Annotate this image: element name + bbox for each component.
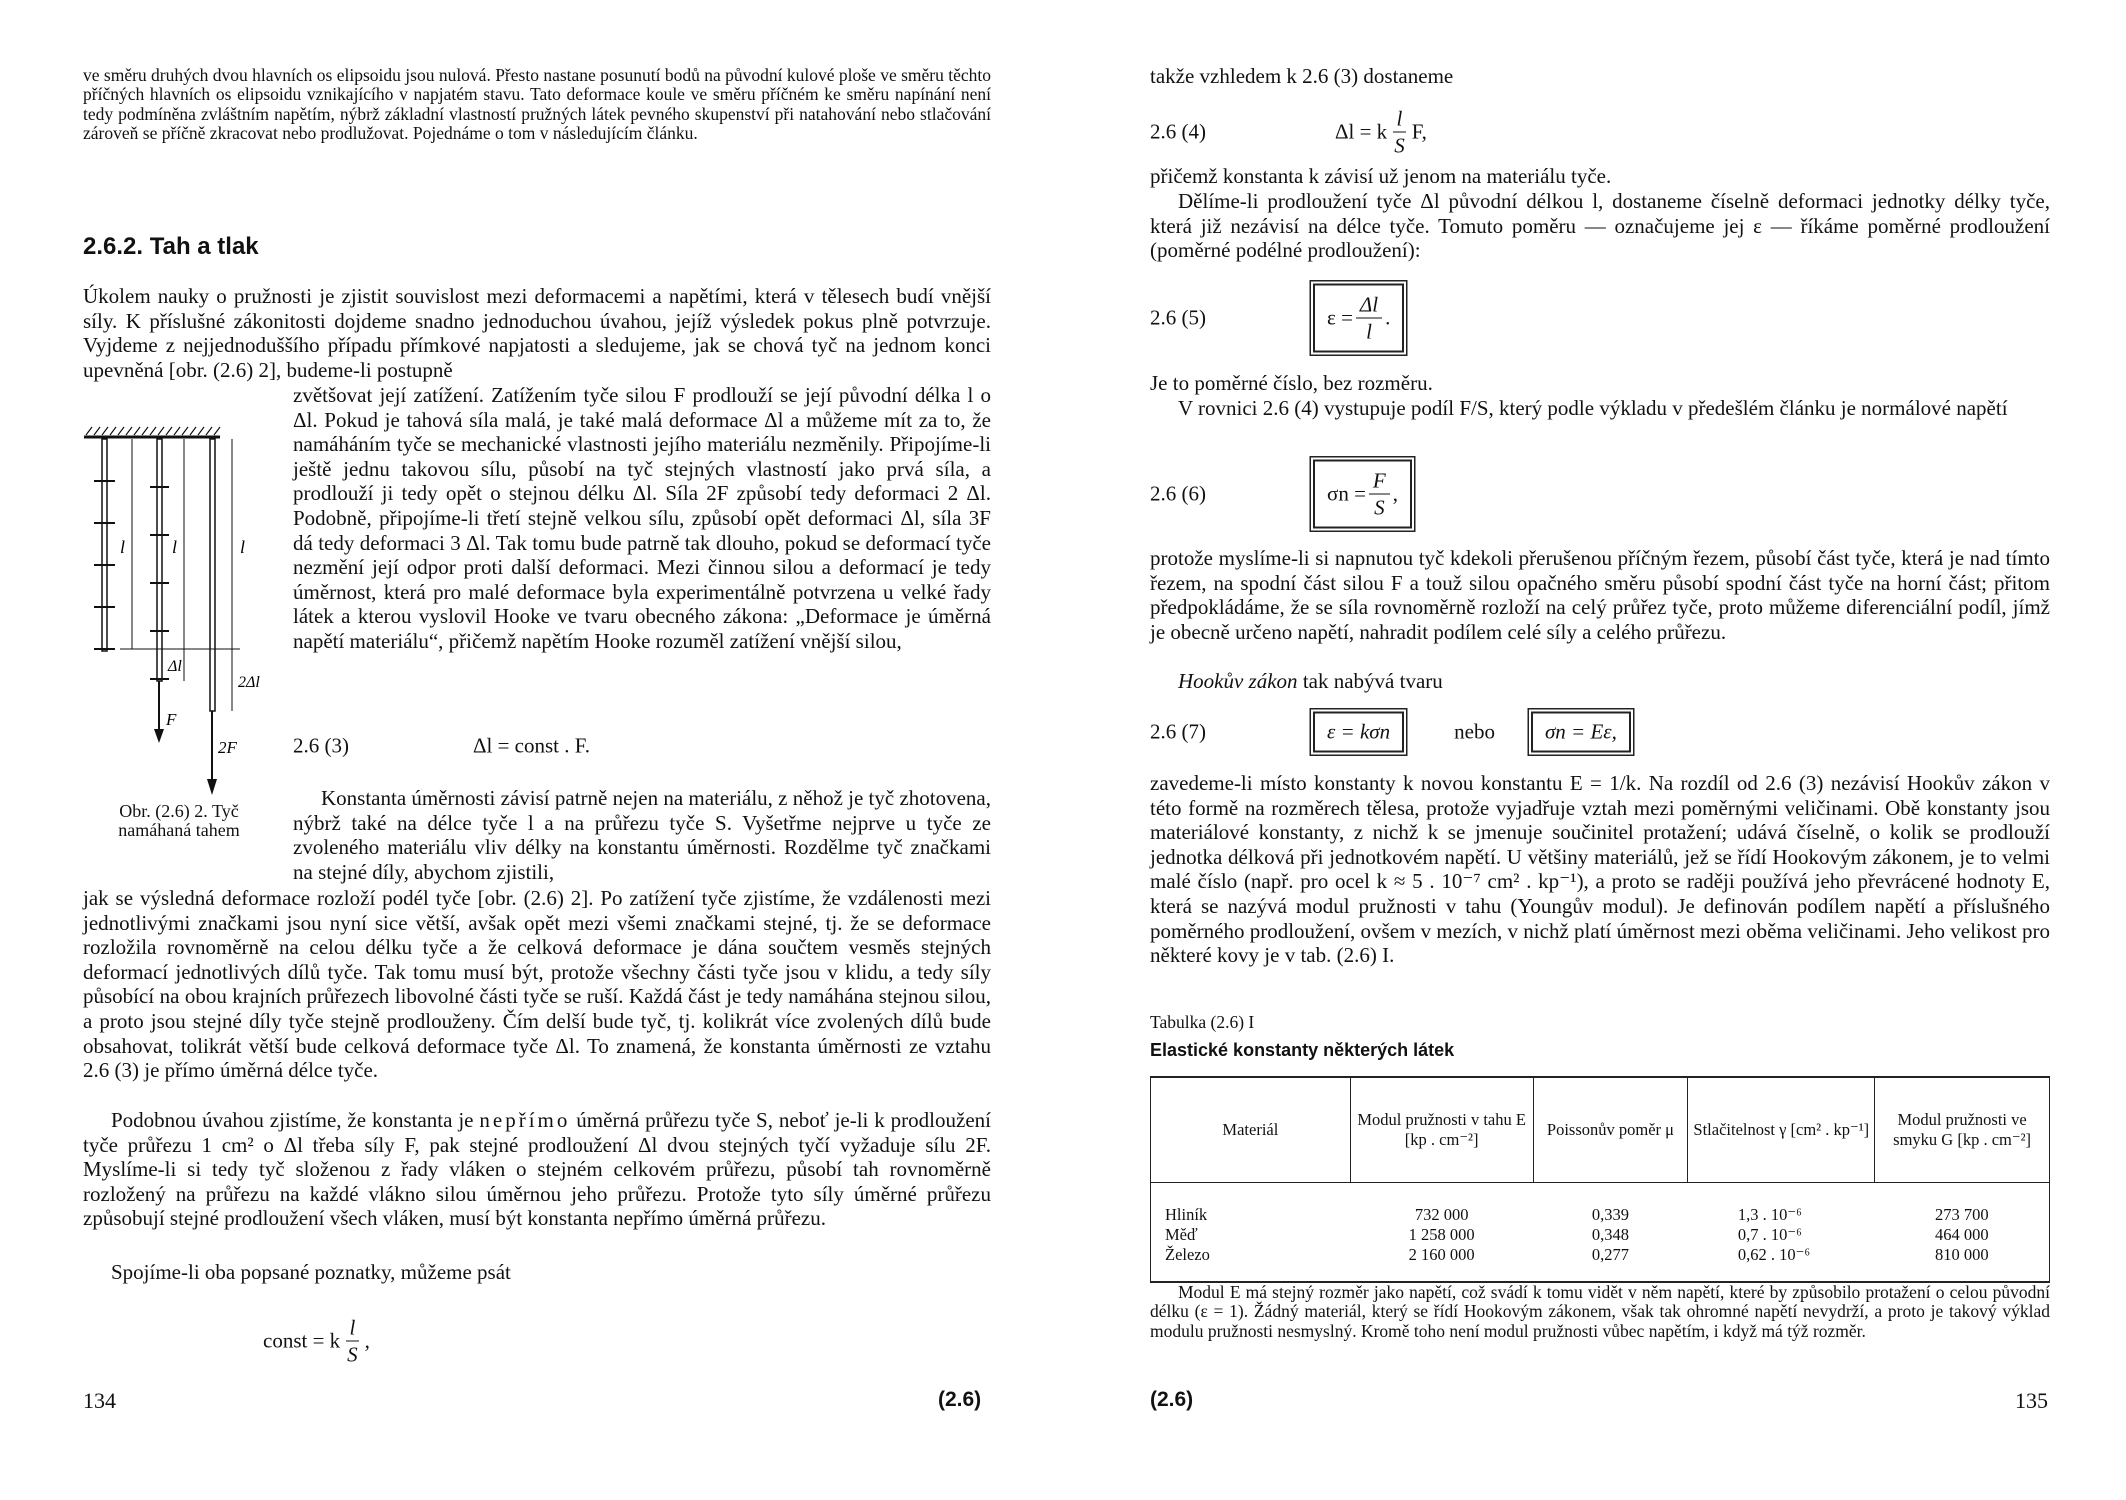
table-header: Modul pružnosti v tahu E [kp . cm⁻²] [1350,1077,1533,1183]
paragraph-hooke-law: Hookův zákon tak nabývá tvaru [1178,669,1443,693]
right-page [1063,0,2126,1500]
table-header: Poissonův poměr μ [1533,1077,1688,1183]
paragraph-k: přičemž konstanta k závisí už jenom na materiálu tyče. [1150,164,1612,188]
section-heading: 2.6.2. Tah a tlak [83,233,259,260]
rod-figure [80,425,285,805]
table-header: Materiál [1151,1077,1351,1183]
paragraph-relative-elongation: Dělíme-li prodloužení tyče Δl původní délkou l, dostaneme číselně deformaci jednotky délky tyče, která již nezávisí na délce tyče. Tomuto poměru — označujeme jej ε — říkáme poměrné prodloužení (poměrné podélné prodloužení): [1150,189,2050,263]
label-l-3: l [240,537,246,557]
table-header: Modul pružnosti ve smyku G [kp . cm⁻²] [1875,1077,2050,1183]
label-dl: Δl [168,658,182,675]
label-2f: 2F [218,738,237,757]
paragraph-cut: protože myslíme-li si napnutou tyč kdekoli přerušenou příčným řezem, působí část tyče, která je nad tímto řezem, na spodní část silou F a touž silou opačného směru působí spodní část tyče na horní část; přitom předpokládáme, že se síla rovnoměrně rozloží na celý průřez tyče, proto můžeme diferenciální podíl, jímž je obecně určeno napětí, nahradit podílem celé síly a celého průřezu. [1150,546,2050,644]
label-2dl: 2Δl [238,674,260,691]
table-row: Měď 1 258 000 0,348 0,7 . 10⁻⁶ 464 000 [1151,1225,2050,1245]
rod-load-f [157,439,162,681]
paragraph-combine: Spojíme-li oba popsané poznatky, můžeme psát [111,1260,511,1284]
paragraph-normal-stress: V rovnici 2.6 (4) vystupuje podíl F/S, který podle výkladu v předešlém článku je normálové napětí [1178,396,2008,420]
paragraph-constant-length: jak se výsledná deformace rozloží podél tyče [obr. (2.6) 2]. Po zatížení tyče zjistíme, že vzdálenosti mezi jednotlivými značkami jsou nyní sice větší, avšak opět mezi všemi značkami stejné, tj. že se deformace rozložila rovnoměrně na celou délku tyče a že celková deformace je dána součtem vesměs stejných deformací jednotlivých dílů tyče. Tak tomu musí být, protože všechny části tyče jsou v klidu, a tedy síly působící na obou krajních průřezech libovolné části tyče se ruší. Každá část je tedy namáhána stejnou silou, a proto jsou stejné díly tyče stejně prodlouženy. Čím delší bude tyč, tj. kolikrát více zvolených dílů bude obsahovat, tolikrát větší bude celková deformace tyče Δl. To znamená, že konstanta úměrnosti ze vztahu 2.6 (3) je přímo úměrná délce tyče. [83,886,991,1083]
equation-2-6-4: 2.6 (4) Δl = k $\frac{l}{S}$ F, [1150,106,1427,158]
label-f: F [166,710,177,729]
table-row: Železo 2 160 000 0,277 0,62 . 10⁻⁶ 810 000 [1151,1245,2050,1282]
paragraph-cross-section: Podobnou úvahou zjistíme, že konstanta je nepřímo úměrná průřezu tyče S, neboť je-li k prodloužení tyče průřezu 1 cm² o Δl třeba síly F, pak stejné prodloužení Δl dvou stejných tyčí vyžaduje sílu 2F. Myslíme-li si tedy tyč složenou z řady vláken o stejném celkovém průřezu, působí tah rovnoměrně rozložený na průřezu na každé vlákno silou úměrnou jeho průřezu. Protože tyto síly úměrné průřezu způsobují stejné prodloužení všech vláken, musí být konstanta nepřímo úměrná průřezu. [83,1108,991,1231]
equation-2-6-3 [293,716,991,776]
equation-2-6-5: 2.6 (5) ε = $\frac{\Delta l}{l}$ . [1150,280,2050,356]
figure-caption: Obr. (2.6) 2. Tyč namáhaná tahem [118,801,240,840]
rod-load-2f [210,439,215,711]
equation-body: Δl = const . F. [473,733,591,758]
intro-paragraph: ve směru druhých dvou hlavních os elipsoidu jsou nulová. Přesto nastane posunutí bodů na původní kulové ploše ve směru těchto příčných hlavních os elipsoidu vznikajícího v napjatém stavu. Tato deformace koule ve směru příčném ke směru napínání není tedy podmíněna zvláštním napětím, nýbrž základní vlastností pružných látek pevného skupenství při natahování nebo stlačování zároveň se příčně zkracovat nebo prodlužovat. Pojednáme o tom v následujícím článku. [83,65,991,143]
table-title: Elastické konstanty některých látek [1150,1040,1455,1060]
paragraph-constant-wrap: Konstanta úměrnosti závisí patrně nejen na materiálu, z něhož je tyč zhotovena, nýbrž také na délce tyče l a na průřezu tyče S. Vyšetřme nejprve u tyče ze zvoleného materiálu vliv délky na konstantu úměrnosti. Rozdělme tyč značkami na stejné díly, abychom zjistili, [293,786,992,884]
table-header: Stlačitelnost γ [cm² . kp⁻¹] [1688,1077,1875,1183]
paragraph-intro-task: Úkolem nauky o pružnosti je zjistit souvislost mezi deformacemi a napětími, která v tělesech budí vnější síly. K příslušné zákonitosti dojdeme snadno jednoduchou úvahou, jejíž výsledek pokus plně potvrzuje. Vyjdeme z nejjednoduššího případu přímkové napjatosti a sledujeme, jak se chová tyč na jednom konci upevněná [obr. (2.6) 2], budeme-li postupně [83,284,991,382]
section-marker-left: (2.6) [938,1388,982,1411]
equation-2-6-7: 2.6 (7) ε = kσn nebo σn = Eε, [1150,704,2050,760]
label-l-2: l [172,537,178,557]
page-number-right: 135 [2015,1388,2048,1413]
line-intro: takže vzhledem k 2.6 (3) dostaneme [1150,64,1454,88]
table-note: Modul E má stejný rozměr jako napětí, což svádí k tomu vidět v něm napětí, které by způsobilo protažení o celou původní délku (ε = 1). Žádný materiál, který se řídí Hookovým zákonem, však tak ohromné napětí nevydrží, a proto je takový výklad modulu pružnosti nesmyslný. Kromě toho není modul pružnosti vůbec napětím, i když má týž rozměr. [1150,1282,2050,1341]
paragraph-hooke-wrap: zvětšovat její zatížení. Zatížením tyče silou F prodlouží se její původní délka l o Δl. Pokud je tahová síla malá, je také malá deformace Δl a můžeme mít za to, že namáháním tyče se mechanické vlastnosti jejího materiálu nezměnily. Připojíme-li ještě jednu takovou sílu, působí na tyč stejných vlastností jako prvá síla, a prodlouží ji tedy opět o stejnou délku Δl. Síla 2F způsobí tedy deformaci 2 Δl. Podobně, připojíme-li třetí stejně velkou sílu, způsobí opět deformaci Δl, síla 3F dá tedy deformaci 3 Δl. Tak tomu bude patrně tak dlouho, pokud se deformací tyče nezmění její odpor proti další deformaci. Mezi činnou silou a deformací je tedy úměrnost, která pro malé deformace byla experimentálně potvrzena u velké řady látek a kterou vyslovil Hooke ve tvaru obecného zákona: „Deformace je úměrná napětí materiálu“, přičemž napětím Hooke rozuměl zatížení vnější silou, [293,383,991,653]
page-number-left: 134 [83,1388,116,1413]
elastic-constants-table [1150,1076,2050,1283]
arrow-2f-head [207,779,217,795]
arrow-f-head [154,729,164,743]
equation-const: const = k $\frac{l}{S}$ , [263,1315,370,1367]
rod-unloaded [102,439,107,651]
equation-2-6-6: 2.6 (6) σn = $\frac{F}{S}$ , [1150,456,2050,532]
paragraph-dimensionless: Je to poměrné číslo, bez rozměru. [1150,371,1433,395]
equation-number: 2.6 (3) [293,733,349,758]
ceiling-hatch [86,427,220,435]
paragraph-modulus: zavedeme-li místo konstanty k novou konstantu E = 1/k. Na rozdíl od 2.6 (3) nezávisí Hookův zákon v této formě na rozměrech tělesa, protože vyjadřuje vztah mezi poměrnými veličinami. Obě konstanty jsou materiálové konstanty, z nichž k se jmenuje součinitel protažení; udává číselně, o kolik se prodlouží jednotka délková při jednotkovém napětí. U většiny materiálů, jež se řídí Hookovým zákonem, je to velmi malé číslo (např. pro ocel k ≈ 5 . 10⁻⁷ cm² . kp⁻¹), a proto se raději používá jeho převrácené hodnoty E, která se nazývá modul pružnosti v tahu (Youngův modul). Je definován podílem napětí a příslušného poměrného prodloužení, ovšem v mezích, v nichž platí úměrnost mezi oběma veličinami. Jeho velikost pro některé kovy je v tab. (2.6) I. [1150,771,2050,968]
table-label: Tabulka (2.6) I [1150,1012,1255,1032]
label-l-1: l [120,537,126,557]
section-marker-right: (2.6) [1150,1388,1194,1411]
table-row: Hliník 732 000 0,339 1,3 . 10⁻⁶ 273 700 [1151,1183,2050,1226]
